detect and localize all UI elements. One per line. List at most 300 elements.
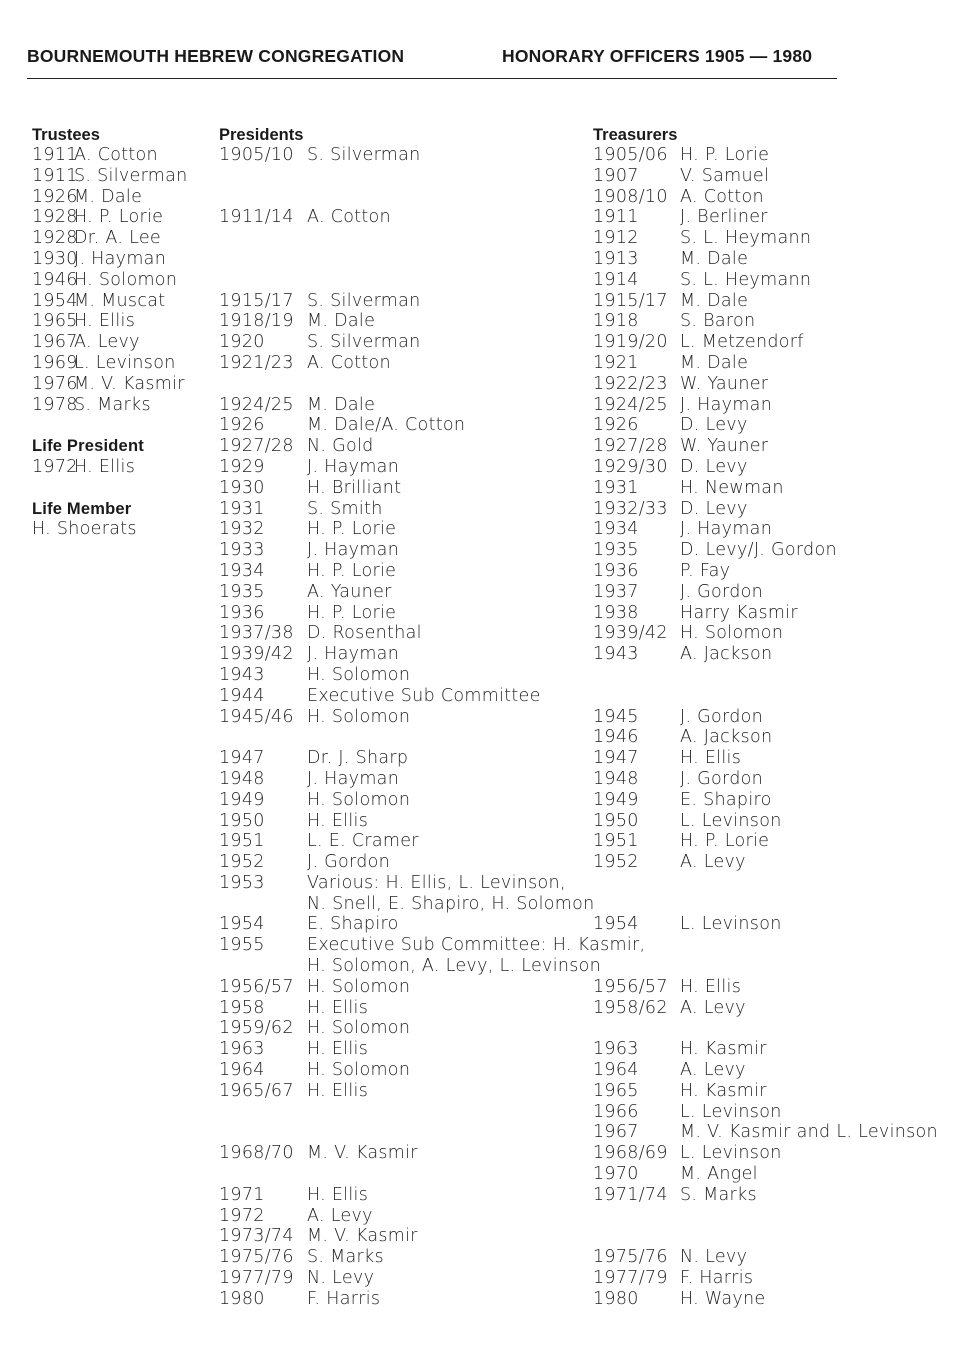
treasurer-row-year: 1964 xyxy=(593,1060,639,1081)
treasurer-row xyxy=(593,248,749,270)
president-row-name: H. Ellis xyxy=(307,997,369,1018)
president-row-name: H. Ellis xyxy=(307,1184,369,1205)
president-row xyxy=(219,664,411,686)
treasurer-row-year: 1934 xyxy=(593,519,639,540)
president-row xyxy=(219,872,566,894)
treasurer-row-year: 1951 xyxy=(593,831,639,852)
president-row-year: 1918/19 xyxy=(219,311,294,332)
treasurer-row-name: A. Jackson xyxy=(680,727,773,748)
president-row-name: S. Smith xyxy=(307,498,383,519)
president-row-year: 1945/46 xyxy=(219,706,294,727)
president-row-name: H. P. Lorie xyxy=(307,560,397,581)
treasurer-row-year: 1926 xyxy=(593,415,639,436)
treasurer-row xyxy=(593,748,742,769)
president-row-year: 1920 xyxy=(219,332,265,353)
treasurer-row-name: D. Levy xyxy=(680,456,748,477)
president-row-year: 1952 xyxy=(219,852,265,873)
treasurer-row-year: 1956/57 xyxy=(593,976,668,997)
treasurer-row xyxy=(593,581,764,603)
treasurer-row xyxy=(593,1143,782,1164)
president-row-name: H. Ellis xyxy=(307,810,369,831)
congregation-title: BOURNEMOUTH HEBREW CONGREGATION xyxy=(27,46,405,66)
treasurer-row-year: 1949 xyxy=(593,789,639,810)
treasurer-row-name: J. Hayman xyxy=(680,394,773,415)
treasurer-row-year: 1946 xyxy=(593,727,639,748)
treasurer-row xyxy=(593,1060,746,1081)
life-member-row xyxy=(32,519,144,540)
president-row-name: D. Rosenthal xyxy=(307,623,422,644)
treasurer-row-name: H. Ellis xyxy=(680,748,742,769)
trustee-row xyxy=(32,187,144,208)
treasurer-row-year: 1958/62 xyxy=(593,997,668,1018)
treasurer-row-name: J. Gordon xyxy=(680,581,764,602)
treasurer-row xyxy=(593,540,837,561)
president-row xyxy=(219,498,383,520)
trustee-row-name: S. Marks xyxy=(74,394,151,415)
president-row xyxy=(219,187,303,208)
president-row xyxy=(219,311,376,332)
treasurer-row-year: 1975/76 xyxy=(593,1247,668,1268)
president-row-year: 1915/17 xyxy=(219,290,294,311)
president-row xyxy=(219,706,411,728)
treasurer-row-year: 1913 xyxy=(593,248,639,269)
treasurer-row-name: H. P. Lorie xyxy=(680,145,770,165)
trustees-heading: Trustees xyxy=(32,126,100,144)
treasurer-row-year: 1936 xyxy=(593,560,639,581)
president-row-name: Various: H. Ellis, L. Levinson, xyxy=(307,872,566,893)
treasurer-row-name: D. Levy xyxy=(680,415,748,436)
president-row xyxy=(219,1205,373,1227)
treasurer-row-name: A. Levy xyxy=(680,997,746,1018)
treasurer-row-year: 1939/42 xyxy=(593,623,668,644)
treasurer-row-year: 1950 xyxy=(593,810,639,831)
president-row-name: E. Shapiro xyxy=(307,914,399,935)
president-row xyxy=(219,893,595,915)
president-row-year: 1971 xyxy=(219,1184,265,1205)
treasurer-row-name: H. P. Lorie xyxy=(680,831,770,852)
treasurer-row-name: F. Harris xyxy=(680,1268,754,1289)
trustee-row xyxy=(32,352,176,374)
trustee-row-name: M. Muscat xyxy=(74,290,166,311)
president-row-name: H. P. Lorie xyxy=(307,519,397,540)
president-row xyxy=(219,685,541,707)
president-row-year: 1935 xyxy=(219,581,265,602)
treasurer-row-name: M. Dale xyxy=(680,248,749,269)
treasurer-row xyxy=(593,789,772,811)
president-row-name: F. Harris xyxy=(307,1288,381,1309)
president-row-year: 1944 xyxy=(219,685,265,706)
trustee-row xyxy=(32,269,178,291)
treasurer-row-year: 1922/23 xyxy=(593,373,668,394)
president-row-year: 1930 xyxy=(219,477,265,498)
president-row xyxy=(219,935,646,956)
treasurer-row-name: A. Jackson xyxy=(680,644,773,665)
treasurer-row-name: V. Samuel xyxy=(680,165,770,186)
trustee-row-name: H. Solomon xyxy=(74,269,178,290)
treasurer-row-year: 1968/69 xyxy=(593,1143,668,1164)
president-row xyxy=(219,1164,303,1185)
president-row xyxy=(219,1122,303,1143)
president-row-name: H. Solomon xyxy=(307,1060,411,1081)
president-row-year: 1975/76 xyxy=(219,1247,294,1268)
treasurer-row xyxy=(593,665,677,686)
life-president-heading-text: Life President xyxy=(32,437,144,456)
trustee-row-year: 1911 xyxy=(32,145,78,165)
president-row-year: 1972 xyxy=(219,1205,265,1226)
trustee-row-name: S. Silverman xyxy=(74,165,188,186)
treasurer-row xyxy=(593,207,768,228)
treasurer-row xyxy=(593,394,773,416)
treasurer-row-year: 1912 xyxy=(593,228,639,249)
president-row-year: 1950 xyxy=(219,810,265,831)
president-row xyxy=(219,789,411,811)
president-row xyxy=(219,290,421,312)
treasurer-row-name: M. V. Kasmir and L. Levinson xyxy=(680,1122,938,1143)
treasurer-row xyxy=(593,706,764,728)
president-row-year: 1949 xyxy=(219,789,265,810)
trustee-row-name: H. P. Lorie xyxy=(74,207,164,228)
trustee-row-year: 1978 xyxy=(32,394,78,415)
treasurer-row xyxy=(593,1080,767,1102)
life-member-name: H. Shoerats xyxy=(32,519,137,540)
president-row-name: A. Yauner xyxy=(307,581,392,602)
treasurer-row-year: 1943 xyxy=(593,644,639,665)
president-row xyxy=(219,810,369,832)
treasurer-row-year: 1980 xyxy=(593,1288,639,1309)
life-president-year: 1972 xyxy=(32,456,78,477)
spacer xyxy=(32,478,144,499)
life-president-name: H. Ellis xyxy=(74,456,136,477)
president-row xyxy=(219,1184,369,1206)
president-row-year: 1936 xyxy=(219,602,265,623)
treasurer-row-name: A. Cotton xyxy=(680,186,764,207)
treasurer-row xyxy=(593,997,746,1019)
treasurer-row xyxy=(593,1247,748,1268)
treasurer-row xyxy=(593,1018,677,1039)
trustees-list xyxy=(32,145,188,415)
trustee-row-year: 1976 xyxy=(32,373,78,394)
president-row-year: 1973/74 xyxy=(219,1226,294,1247)
treasurer-row-year: 1963 xyxy=(593,1039,639,1060)
president-row xyxy=(219,166,303,187)
president-row-year: 1954 xyxy=(219,914,265,935)
president-row-name: H. Solomon, A. Levy, L. Levinson xyxy=(307,956,602,977)
treasurers-heading: Treasurers xyxy=(593,126,678,144)
president-row xyxy=(219,374,303,395)
treasurer-row-year: 1924/25 xyxy=(593,394,668,415)
president-row-name: J. Hayman xyxy=(307,456,400,477)
president-row xyxy=(219,1102,303,1123)
president-row-year: 1959/62 xyxy=(219,1018,294,1039)
president-row xyxy=(219,519,397,540)
president-row xyxy=(219,145,421,166)
treasurer-row xyxy=(593,352,749,374)
treasurer-row xyxy=(593,831,770,852)
president-row-year: 1951 xyxy=(219,831,265,852)
treasurer-row-name: M. Angel xyxy=(680,1164,758,1185)
treasurer-row-year: 1907 xyxy=(593,165,639,186)
president-row xyxy=(219,394,376,416)
president-row xyxy=(219,956,602,977)
trustee-row xyxy=(32,165,188,187)
trustee-row-year: 1928 xyxy=(32,228,78,249)
treasurer-row-name: L. Metzendorf xyxy=(680,332,804,353)
treasurer-row xyxy=(593,602,798,624)
trustee-row-year: 1926 xyxy=(32,186,78,207)
treasurer-row xyxy=(593,976,742,998)
trustee-row-year: 1930 xyxy=(32,248,78,269)
president-row xyxy=(219,436,374,457)
treasurer-row-name: Harry Kasmir xyxy=(680,602,798,623)
president-row-year: 1955 xyxy=(219,935,265,956)
treasurer-row-year: 1935 xyxy=(593,540,639,561)
president-row-name: M. Dale xyxy=(307,394,376,415)
treasurer-row-year: 1945 xyxy=(593,706,639,727)
treasurer-row-year: 1915/17 xyxy=(593,290,668,311)
president-row xyxy=(219,644,400,665)
president-row-name: H. Brilliant xyxy=(307,477,402,498)
treasurer-row xyxy=(593,373,769,395)
president-row xyxy=(219,1018,411,1039)
president-row-year: 1933 xyxy=(219,540,265,561)
treasurer-row-name: S. Marks xyxy=(680,1184,757,1205)
treasurer-row-year: 1947 xyxy=(593,748,639,769)
president-row xyxy=(219,352,391,374)
treasurer-row xyxy=(593,269,812,291)
treasurer-row xyxy=(593,1206,677,1227)
treasurer-row xyxy=(593,686,677,707)
president-row-name: S. Marks xyxy=(307,1247,384,1268)
president-row-name: Executive Sub Committee xyxy=(307,685,541,706)
president-row-name: J. Hayman xyxy=(307,644,400,665)
president-row-name: H. Solomon xyxy=(307,1018,411,1039)
president-row xyxy=(219,1268,375,1289)
treasurer-row xyxy=(593,852,746,873)
president-row xyxy=(219,477,402,499)
treasurer-row-name: L. Levinson xyxy=(680,810,782,831)
president-row-year: 1953 xyxy=(219,872,265,893)
president-row-name: N. Gold xyxy=(307,436,374,457)
president-row-name: M. Dale/A. Cotton xyxy=(307,415,466,436)
president-row xyxy=(219,852,391,873)
treasurer-row-name: H. Kasmir xyxy=(680,1080,767,1101)
treasurer-row-name: H. Kasmir xyxy=(680,1039,767,1060)
treasurer-row-name: H. Wayne xyxy=(680,1288,766,1309)
trustee-row-name: M. V. Kasmir xyxy=(74,373,185,394)
president-row-name: Dr. J. Sharp xyxy=(307,748,409,769)
president-row xyxy=(219,1288,381,1310)
treasurer-row xyxy=(593,727,773,748)
treasurer-row xyxy=(593,935,677,956)
treasurer-row-year: 1932/33 xyxy=(593,498,668,519)
president-row xyxy=(219,1080,369,1102)
president-row-year: 1937/38 xyxy=(219,623,294,644)
president-row xyxy=(219,1226,418,1247)
president-row-name: M. Dale xyxy=(307,311,376,332)
trustee-row xyxy=(32,207,164,228)
trustee-row-name: J. Hayman xyxy=(74,248,167,269)
president-row-name: H. Solomon xyxy=(307,789,411,810)
treasurer-row xyxy=(593,956,677,977)
treasurer-row-name: J. Berliner xyxy=(680,207,768,228)
treasurer-row-year: 1938 xyxy=(593,602,639,623)
president-row-name: L. E. Cramer xyxy=(307,831,419,852)
treasurer-row-year: 1921 xyxy=(593,352,639,373)
treasurer-row-name: S. L. Heymann xyxy=(680,228,812,249)
treasurer-row xyxy=(593,810,782,832)
president-row-name: Executive Sub Committee: H. Kasmir, xyxy=(307,935,646,956)
president-row xyxy=(219,456,400,478)
treasurer-row-year: 1970 xyxy=(593,1164,639,1185)
treasurer-row-year: 1911 xyxy=(593,207,639,228)
president-row-year: 1980 xyxy=(219,1288,265,1309)
president-row xyxy=(219,748,409,769)
treasurer-row xyxy=(593,228,812,249)
life-member-heading-text: Life Member xyxy=(32,499,132,518)
president-row-year: 1977/79 xyxy=(219,1268,294,1289)
president-row-year: 1931 xyxy=(219,498,265,519)
president-row xyxy=(219,623,422,644)
president-row xyxy=(219,540,400,561)
treasurer-row-year: 1929/30 xyxy=(593,456,668,477)
president-row-name: H. P. Lorie xyxy=(307,602,397,623)
treasurer-row xyxy=(593,145,770,166)
treasurer-row-year: 1954 xyxy=(593,914,639,935)
president-row xyxy=(219,1039,369,1060)
life-president-row xyxy=(32,457,144,478)
trustee-row xyxy=(32,248,167,270)
trustee-row-year: 1911 xyxy=(32,165,78,186)
document-title: HONORARY OFFICERS 1905 — 1980 xyxy=(502,46,813,66)
treasurer-row-name: H. Solomon xyxy=(680,623,784,644)
president-row xyxy=(219,332,421,353)
treasurer-row-year: 1966 xyxy=(593,1101,639,1122)
treasurer-row xyxy=(593,894,677,915)
treasurer-row-year: 1914 xyxy=(593,269,639,290)
treasurer-row-name: S. L. Heymann xyxy=(680,269,812,290)
treasurer-row xyxy=(593,1226,677,1247)
president-row-name: H. Solomon xyxy=(307,664,411,685)
president-row xyxy=(219,581,392,603)
president-row-year: 1965/67 xyxy=(219,1080,294,1101)
president-row-name: H. Solomon xyxy=(307,706,411,727)
trustee-row-name: L. Levinson xyxy=(74,352,176,373)
president-row-year: 1964 xyxy=(219,1060,265,1081)
president-row-name: S. Silverman xyxy=(307,332,421,353)
treasurer-row-name: E. Shapiro xyxy=(680,789,772,810)
treasurer-row xyxy=(593,311,756,332)
treasurer-row xyxy=(593,165,770,187)
president-row-year: 1947 xyxy=(219,748,265,769)
treasurer-row-name: A. Levy xyxy=(680,1060,746,1081)
treasurer-row xyxy=(593,477,784,499)
treasurer-row-year: 1927/28 xyxy=(593,436,668,457)
president-row-name: N. Snell, E. Shapiro, H. Solomon xyxy=(307,893,595,914)
treasurer-row-year: 1905/06 xyxy=(593,145,668,165)
treasurer-row-name: W. Yauner xyxy=(680,436,769,457)
spacer xyxy=(32,415,144,436)
president-row xyxy=(219,727,303,748)
treasurer-row-year: 1908/10 xyxy=(593,186,668,207)
treasurer-row-name: M. Dale xyxy=(680,290,749,311)
treasurer-row-name: D. Levy xyxy=(680,498,748,519)
trustee-row xyxy=(32,373,185,395)
president-row-year: 1905/10 xyxy=(219,145,294,165)
trustee-row-name: H. Ellis xyxy=(74,311,136,332)
treasurers-column xyxy=(593,125,938,1310)
president-row-name: A. Cotton xyxy=(307,207,391,228)
treasurer-row xyxy=(593,1101,782,1123)
treasurer-row xyxy=(593,768,764,790)
president-row-year: 1911/14 xyxy=(219,207,294,228)
treasurer-row xyxy=(593,332,804,353)
treasurer-row xyxy=(593,498,748,520)
president-row-name: J. Hayman xyxy=(307,768,400,789)
trustees-column xyxy=(32,125,188,540)
president-row-year: 1968/70 xyxy=(219,1143,294,1164)
header-rule xyxy=(27,78,837,79)
treasurer-row-name: L. Levinson xyxy=(680,1101,782,1122)
trustee-row-name: A. Cotton xyxy=(74,145,158,165)
president-row-name: A. Cotton xyxy=(307,352,391,373)
president-row xyxy=(219,228,303,249)
president-row-year: 1934 xyxy=(219,560,265,581)
trustee-row-year: 1967 xyxy=(32,332,78,353)
treasurers-list xyxy=(593,145,938,1310)
president-row-year: 1924/25 xyxy=(219,394,294,415)
trustee-row-name: M. Dale xyxy=(74,186,143,207)
trustee-row-year: 1954 xyxy=(32,290,78,311)
president-row xyxy=(219,249,303,270)
treasurer-row-year: 1931 xyxy=(593,477,639,498)
president-row xyxy=(219,207,391,228)
treasurer-row-year: 1967 xyxy=(593,1122,639,1143)
president-row-name: S. Silverman xyxy=(307,290,421,311)
treasurer-row xyxy=(593,456,748,478)
treasurer-row-name: A. Levy xyxy=(680,852,746,873)
treasurer-row-name: H. Ellis xyxy=(680,976,742,997)
treasurer-row-name: P. Fay xyxy=(680,560,731,581)
treasurer-row xyxy=(593,519,773,540)
treasurer-row xyxy=(593,290,749,312)
treasurer-row-name: H. Newman xyxy=(680,477,784,498)
treasurer-row xyxy=(593,436,769,457)
treasurer-row xyxy=(593,873,677,894)
trustee-row-name: A. Levy xyxy=(74,332,140,353)
trustee-row xyxy=(32,394,151,416)
life-member-heading xyxy=(32,499,144,520)
treasurer-row-year: 1971/74 xyxy=(593,1184,668,1205)
treasurer-row-name: D. Levy/J. Gordon xyxy=(680,540,837,561)
treasurer-row-year: 1937 xyxy=(593,581,639,602)
treasurer-row-year: 1948 xyxy=(593,768,639,789)
president-row-name: M. V. Kasmir xyxy=(307,1143,418,1164)
president-row xyxy=(219,1060,411,1081)
trustee-row xyxy=(32,145,158,166)
presidents-heading: Presidents xyxy=(219,126,304,144)
treasurer-row-name: W. Yauner xyxy=(680,373,769,394)
treasurer-row-name: L. Levinson xyxy=(680,1143,782,1164)
trustee-row-year: 1969 xyxy=(32,352,78,373)
treasurer-row-year: 1952 xyxy=(593,852,639,873)
trustee-row xyxy=(32,290,166,312)
treasurer-row-year: 1977/79 xyxy=(593,1268,668,1289)
life-president-heading xyxy=(32,436,144,457)
president-row-year: 1921/23 xyxy=(219,352,294,373)
trustee-row-year: 1965 xyxy=(32,311,78,332)
treasurer-row xyxy=(593,415,748,436)
treasurer-row xyxy=(593,1039,767,1060)
